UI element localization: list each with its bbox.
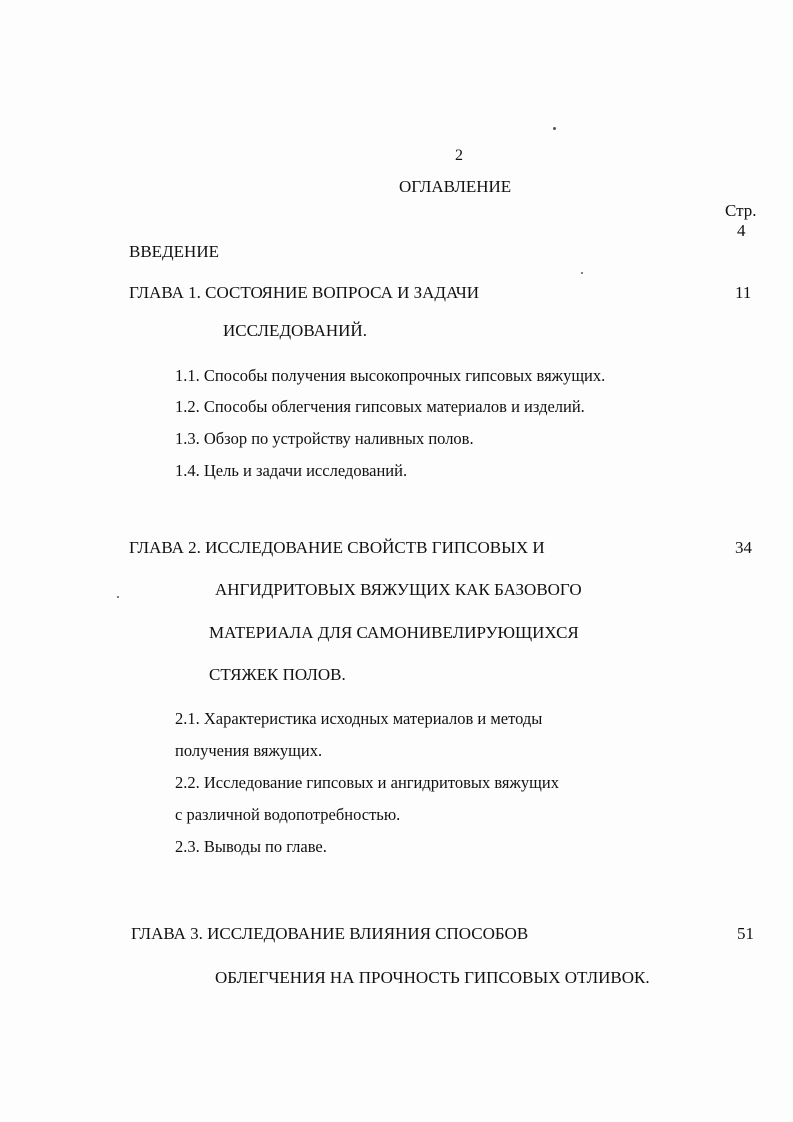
section-1-3: 1.3. Обзор по устройству наливных полов. (175, 429, 474, 448)
chapter-2-title-line: ГЛАВА 2. ИССЛЕДОВАНИЕ СВОЙСТВ ГИПСОВЫХ И (129, 538, 545, 557)
chapter-3-page: 51 (737, 924, 754, 943)
toc-title: ОГЛАВЛЕНИЕ (399, 177, 512, 196)
chapter-1-title-line: ИССЛЕДОВАНИЙ. (223, 321, 367, 340)
section-2-2-continued: с различной водопотребностью. (175, 805, 401, 824)
section-1-4: 1.4. Цель и задачи исследований. (175, 461, 408, 480)
section-2-1-continued: получения вяжущих. (175, 741, 323, 760)
intro-page: 4 (737, 221, 746, 240)
page-column-label: Стр. (725, 201, 757, 220)
section-2-3: 2.3. Выводы по главе. (175, 837, 327, 856)
chapter-2-title-line: СТЯЖЕК ПОЛОВ. (209, 665, 346, 684)
scan-speck (117, 596, 119, 598)
page-number: 2 (455, 147, 463, 164)
intro-label: ВВЕДЕНИЕ (129, 242, 219, 261)
chapter-1-page: 11 (735, 283, 752, 302)
chapter-1-title-line: ГЛАВА 1. СОСТОЯНИЕ ВОПРОСА И ЗАДАЧИ (129, 283, 480, 302)
scan-speck (581, 272, 583, 274)
chapter-2-title-line: МАТЕРИАЛА ДЛЯ САМОНИВЕЛИРУЮЩИХСЯ (209, 623, 579, 642)
chapter-3-title-line: ГЛАВА 3. ИССЛЕДОВАНИЕ ВЛИЯНИЯ СПОСОБОВ (131, 924, 529, 943)
section-2-2: 2.2. Исследование гипсовых и ангидритовых вяжущих (175, 773, 559, 792)
chapter-3-title-line: ОБЛЕГЧЕНИЯ НА ПРОЧНОСТЬ ГИПСОВЫХ ОТЛИВОК. (215, 968, 650, 987)
scan-speck (553, 127, 556, 130)
section-1-1: 1.1. Способы получения высокопрочных гипсовых вяжущих. (175, 366, 606, 385)
section-1-2: 1.2. Способы облегчения гипсовых материалов и изделий. (175, 397, 585, 416)
chapter-2-title-line: АНГИДРИТОВЫХ ВЯЖУЩИХ КАК БАЗОВОГО (215, 580, 582, 599)
chapter-2-page: 34 (735, 538, 752, 557)
section-2-1: 2.1. Характеристика исходных материалов и методы (175, 709, 543, 728)
